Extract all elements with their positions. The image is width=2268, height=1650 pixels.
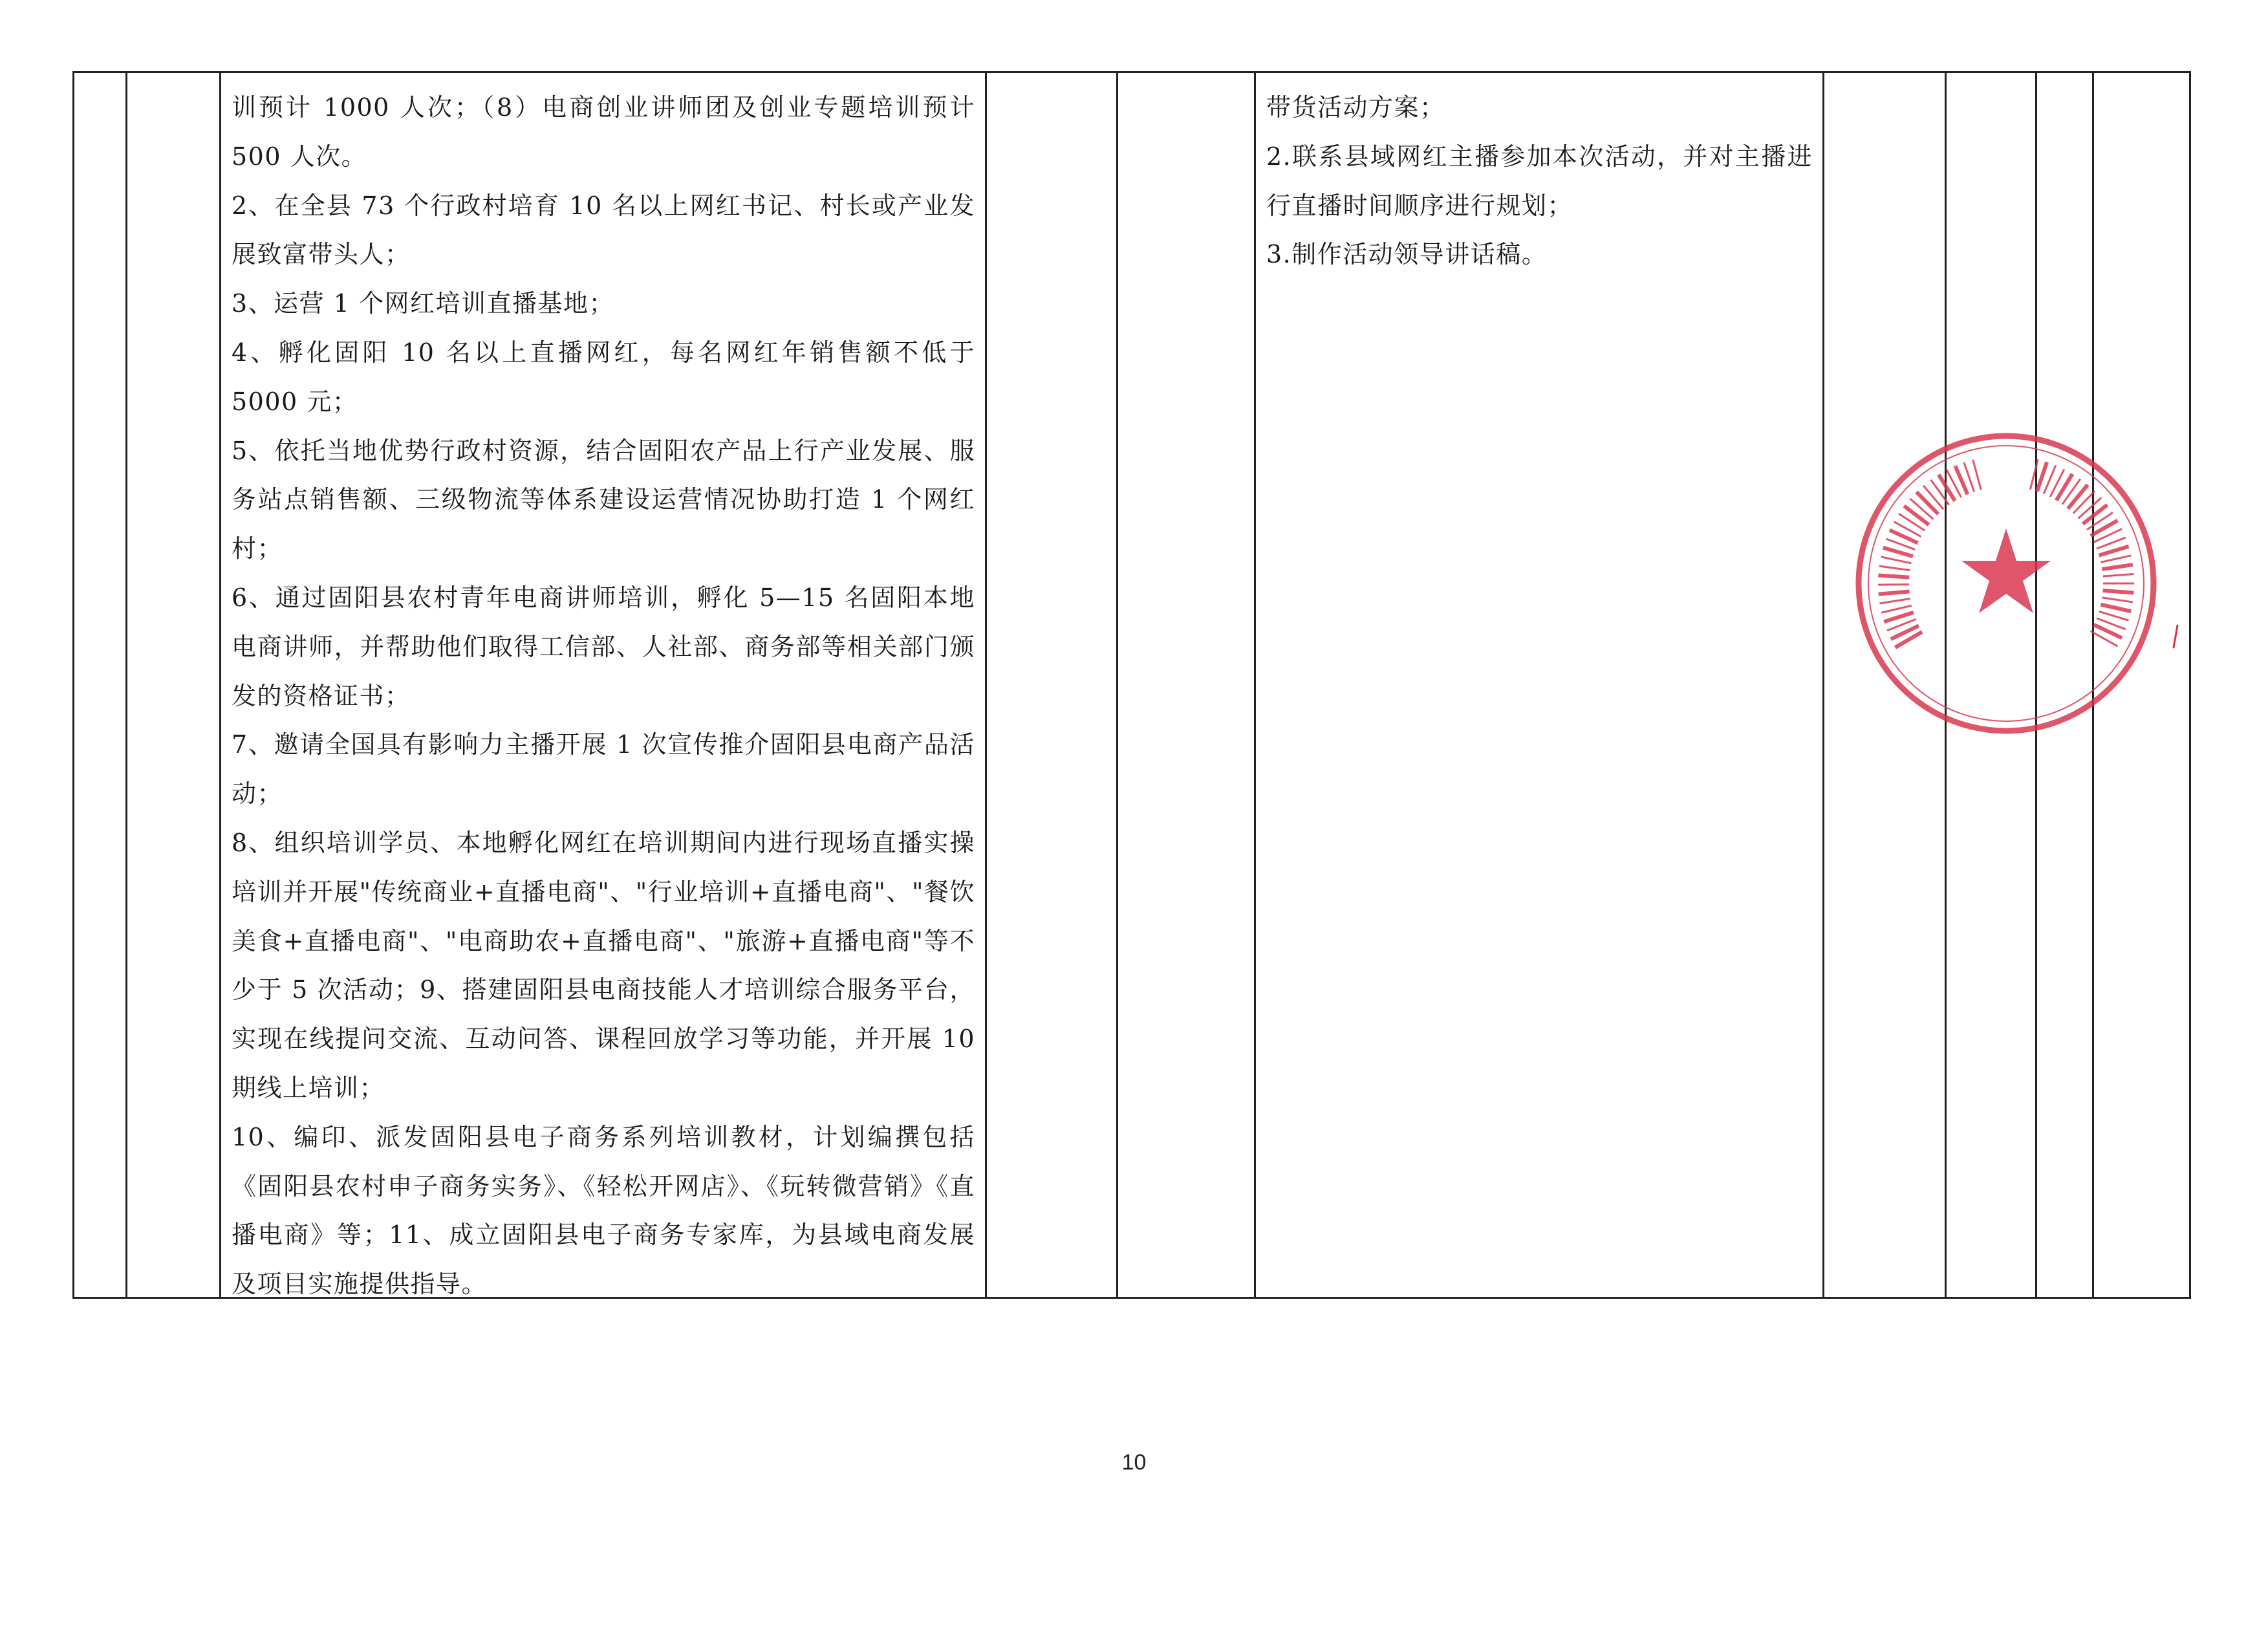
- column-divider: [125, 73, 127, 1297]
- task-paragraph: 2.联系县域网红主播参加本次活动，并对主播进行直播时间顺序进行规划；: [1266, 142, 1813, 220]
- content-paragraph: 7、邀请全国具有影响力主播开展 1 次宣传推介固阳县电商产品活动；: [232, 730, 975, 809]
- official-seal-stamp: [1851, 428, 2161, 739]
- seal-star-icon: [1961, 528, 2051, 613]
- column-divider: [1822, 73, 1824, 1297]
- content-cell: [232, 83, 975, 1309]
- content-paragraph: 6、通过固阳县农村青年电商讲师培训，孵化 5—15 名固阳本地电商讲师，并帮助他们取得工信部、人社部、商务部等相关部门颁发的资格证书；: [232, 583, 975, 710]
- pen-mark: [2170, 624, 2183, 650]
- column-divider: [1116, 73, 1118, 1297]
- content-paragraph: 2、在全县 73 个行政村培育 10 名以上网红书记、村长或产业发展致富带头人；: [232, 191, 975, 269]
- task-cell: [1266, 83, 1813, 279]
- page-number: 10: [1121, 1450, 1147, 1475]
- content-paragraph: 8、组织培训学员、本地孵化网红在培训期间内进行现场直播实操培训并开展"传统商业+直播电商"、"行业培训+直播电商"、"餐饮美食+直播电商"、"电商助农+直播电商"、"旅游+直播电商"等不少于 5 次活动；9、搭建固阳县电商技能人才培训综合服务平台，实现在线提问交流、互动问答、课程回放学习等功能，并开展 10 期线上培训；: [232, 828, 975, 1102]
- column-divider: [985, 73, 987, 1297]
- column-divider: [1254, 73, 1256, 1297]
- content-paragraph: 4、孵化固阳 10 名以上直播网红，每名网红年销售额不低于 5000 元；: [232, 338, 975, 416]
- task-paragraph: 3.制作活动领导讲话稿。: [1266, 240, 1548, 269]
- content-paragraph: 5、依托当地优势行政村资源，结合固阳农产品上行产业发展、服务站点销售额、三级物流等体系建设运营情况协助打造 1 个网红村；: [232, 436, 975, 563]
- task-paragraph: 带货活动方案；: [1266, 93, 1445, 122]
- content-paragraph: 训预计 1000 人次；（8）电商创业讲师团及创业专题培训预计 500 人次。: [232, 93, 975, 171]
- content-paragraph: 10、编印、派发固阳县电子商务系列培训教材，计划编撰包括《固阳县农村申子商务实务》、《轻松开网店》、《玩转微营销》《直播电商》等；11、成立固阳县电子商务专家库，为县域电商发展及项目实施提供指导。: [232, 1122, 975, 1299]
- content-paragraph: 3、运营 1 个网红培训直播基地；: [232, 289, 615, 318]
- column-divider: [219, 73, 221, 1297]
